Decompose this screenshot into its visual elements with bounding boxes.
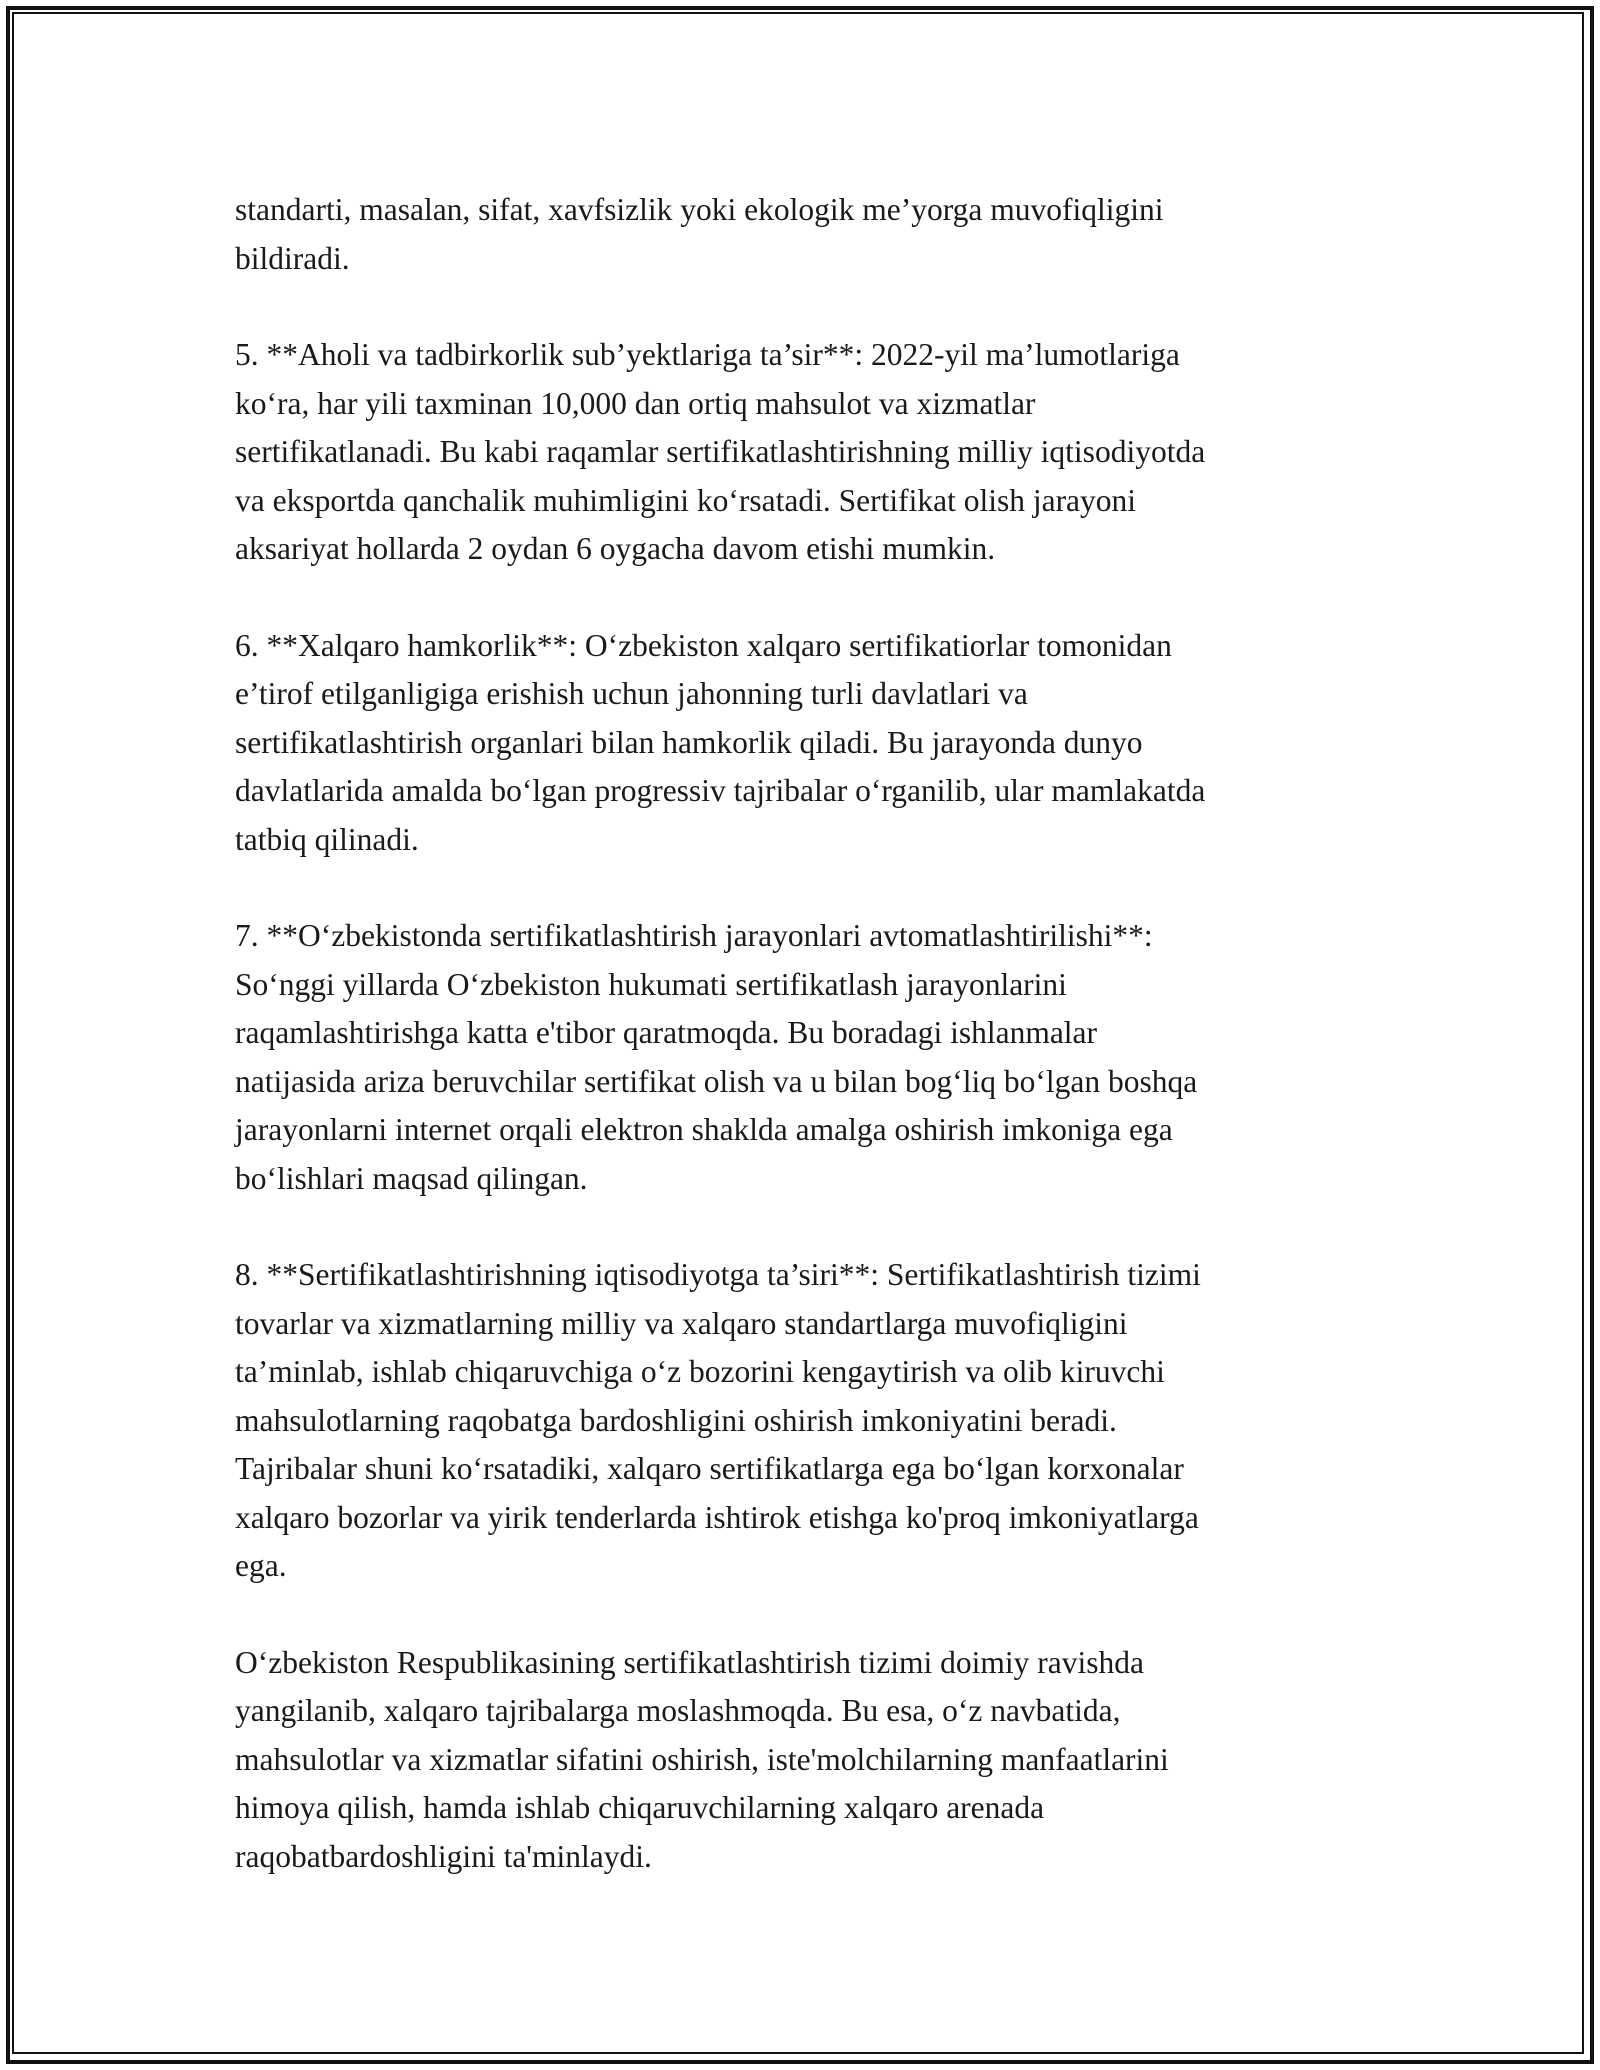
text-line: ko‘ra, har yili taxminan 10,000 dan ortiq mahsulot va xizmatlar [235,385,1036,421]
text-line: davlatlarida amalda bo‘lgan progressiv tajribalar o‘rganilib, ular mamlakatda [235,773,1206,808]
text-line: bildiradi. [235,240,350,276]
text-line: standarti, masalan, sifat, xavfsizlik yoki ekologik me’yorga muvofiqligini [235,192,1164,227]
text-line: tatbiq qilinadi. [235,821,419,857]
text-line: O‘zbekiston Respublikasining sertifikatlashtirish tizimi doimiy ravishda [235,1644,1144,1680]
text-line: 8. **Sertifikatlashtirishning iqtisodiyotga ta’siri**: Sertifikatlashtirish tizimi [235,1257,1201,1292]
paragraph-conclusion [235,1639,1375,1882]
text-line: 5. **Aholi va tadbirkorlik sub’yektlariga ta’sir**: 2022-yil ma’lumotlariga [235,337,1180,372]
text-line: sertifikatlashtirish organlari bilan hamkorlik qiladi. Bu jarayonda dunyo [235,724,1143,760]
text-line: bo‘lishlari maqsad qilingan. [235,1160,588,1196]
paragraph-item-5-impact [235,331,1375,574]
text-line: mahsulotlarning raqobatga bardoshligini oshirish imkoniyatini beradi. [235,1402,1117,1438]
paragraph-item-7-automation [235,912,1375,1203]
text-line: e’tirof etilganligiga erishish uchun jahonning turli davlatlari va [235,676,1028,711]
text-line: natijasida ariza beruvchilar sertifikat olish va u bilan bog‘liq bo‘lgan boshqa [235,1063,1198,1099]
text-line: 7. **O‘zbekistonda sertifikatlashtirish jarayonlari avtomatlashtirilishi**: [235,918,1153,953]
text-line: 6. **Xalqaro hamkorlik**: O‘zbekiston xalqaro sertifikatiorlar tomonidan [235,627,1172,663]
paragraph-item-8-economy [235,1251,1375,1591]
text-line: raqobatbardoshligini ta'minlaydi. [235,1838,652,1874]
text-line: So‘nggi yillarda O‘zbekiston hukumati sertifikatlash jarayonlarini [235,966,1067,1002]
paragraph-standard-continuation [235,186,1375,283]
text-line: Tajribalar shuni ko‘rsatadiki, xalqaro sertifikatlarga ega bo‘lgan korxonalar [235,1451,1184,1486]
text-line: ta’minlab, ishlab chiqaruvchiga o‘z bozorini kengaytirish va olib kiruvchi [235,1354,1165,1389]
text-line: aksariyat hollarda 2 oydan 6 oygacha davom etishi mumkin. [235,531,996,566]
text-line: raqamlashtirishga katta e'tibor qaratmoqda. Bu boradagi ishlanmalar [235,1015,1098,1050]
document-body [235,186,1375,1929]
text-line: sertifikatlanadi. Bu kabi raqamlar sertifikatlashtirishning milliy iqtisodiyotda [235,434,1206,469]
text-line: jarayonlarni internet orqali elektron shaklda amalga oshirish imkoniga ega [235,1112,1173,1147]
text-line: mahsulotlar va xizmatlar sifatini oshirish, iste'molchilarning manfaatlarini [235,1741,1169,1777]
paragraph-item-6-cooperation [235,622,1375,865]
text-line: va eksportda qanchalik muhimligini ko‘rsatadi. Sertifikat olish jarayoni [235,482,1137,518]
text-line: yangilanib, xalqaro tajribalarga moslashmoqda. Bu esa, o‘z navbatida, [235,1693,1121,1728]
text-line: ega. [235,1548,287,1583]
text-line: xalqaro bozorlar va yirik tenderlarda ishtirok etishga ko'proq imkoniyatlarga [235,1499,1199,1535]
text-line: tovarlar va xizmatlarning milliy va xalqaro standartlarga muvofiqligini [235,1305,1128,1341]
text-line: himoya qilish, hamda ishlab chiqaruvchilarning xalqaro arenada [235,1790,1045,1825]
